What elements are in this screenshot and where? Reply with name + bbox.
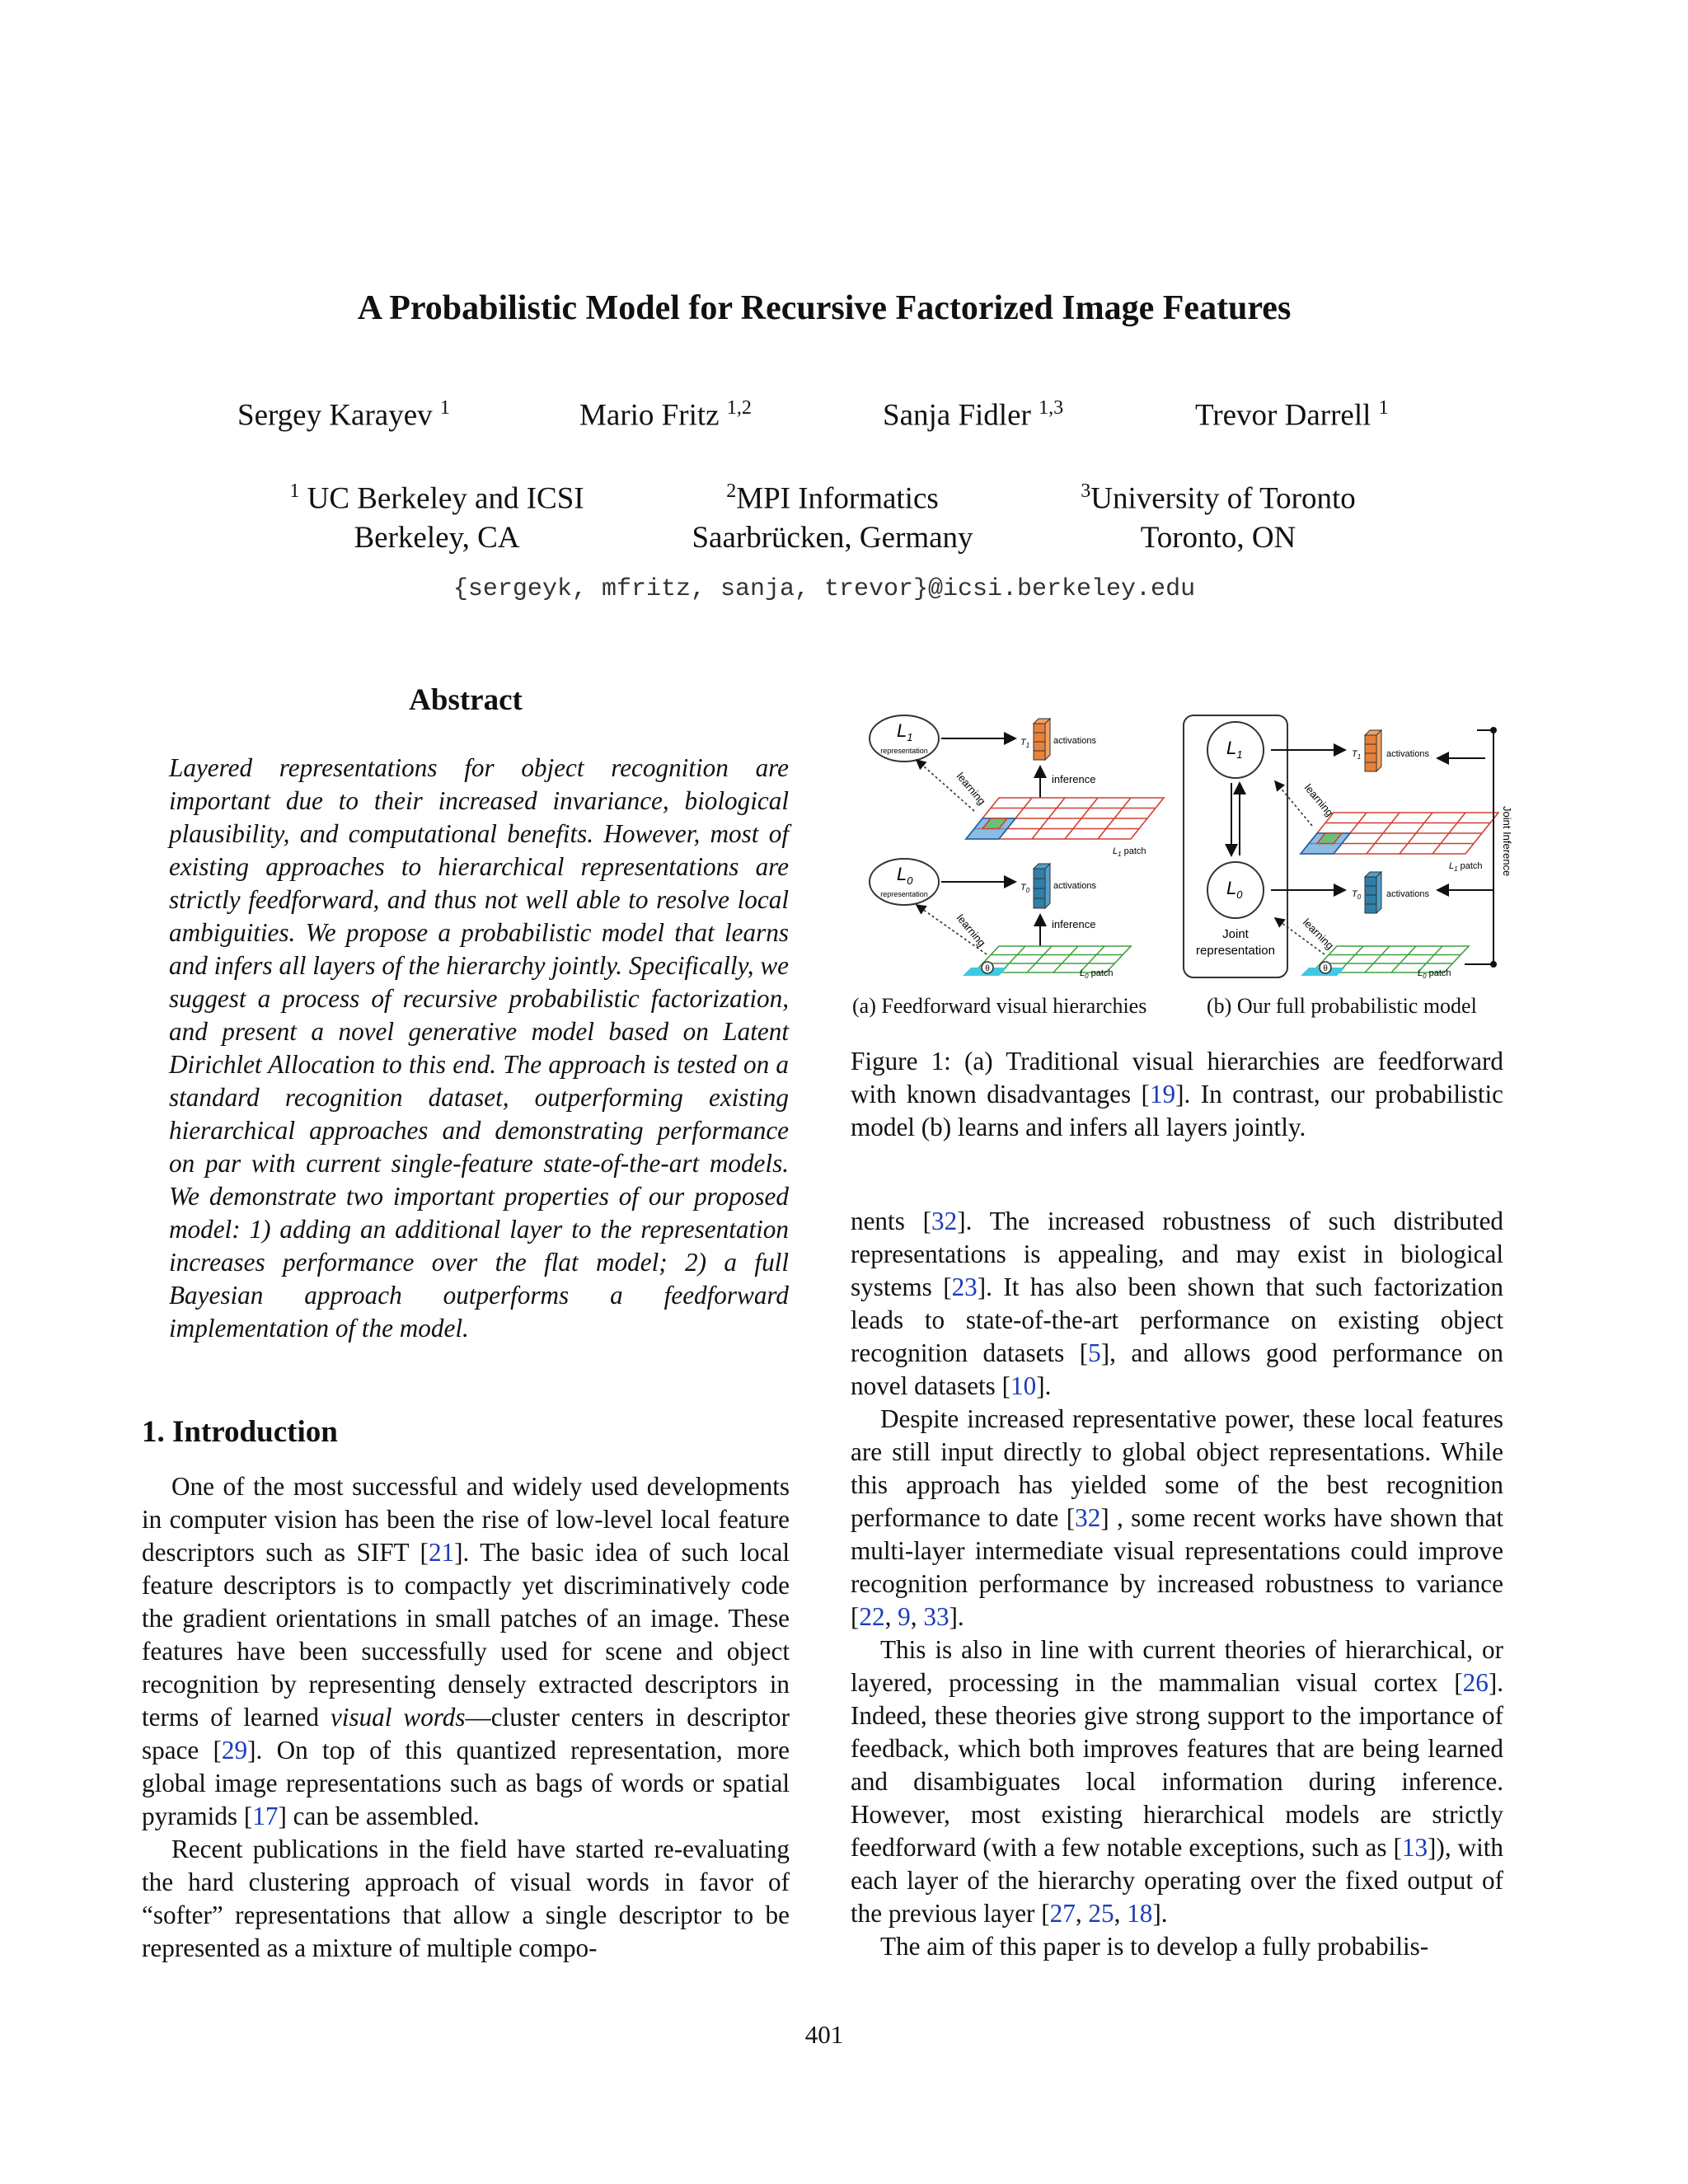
paragraph: Recent publications in the field have started re-evaluating the hard clustering approach of visual words in favor of “softer” representations that allow a single descriptor to be represented as a mixture of multiple compo-	[142, 1835, 790, 1962]
abstract-body: Layered representations for object recognition are important due to their increased invariance, biological plausibility, and computational benefits. However, most of existing approaches to hierarchical representations are strictly feedforward, and thus not well able to resolve local ambiguities. We propose a probabilistic model that learns and infers all layers of the hierarchy jointly. Specifically, we suggest a process of recursive probabilistic factorization, and present a novel generative model based on Latent Dirichlet Allocation to this end. The approach is tested on a standard recognition dataset, outperforming existing hierarchical approaches and demonstrating performance on par with current single-feature state-of-the-art models. We demonstrate two important properties of our proposed model: 1) adding an additional layer to the representation increases performance over the flat model; 2) a full Bayesian approach outperforms a feedforward implementation of the model.	[169, 753, 789, 1343]
inference-label: inference	[1052, 773, 1096, 785]
l0-patch-label: $L_0$ patch	[1080, 968, 1114, 980]
inference-label: inference	[1052, 918, 1096, 930]
citation-link[interactable]: 32	[1075, 1503, 1101, 1532]
author-name: Sanja Fidler $^{1,3}$	[883, 397, 1064, 433]
author-name: Sergey Karayev $^1$	[237, 397, 450, 433]
citation-link[interactable]: 22	[859, 1602, 885, 1631]
l1-rep-label: representation	[880, 747, 928, 755]
citation-link[interactable]: 19	[1149, 1080, 1176, 1108]
citation-link[interactable]: 5	[1088, 1338, 1101, 1367]
l1-patch-label: $L_1$ patch	[1113, 846, 1146, 858]
right-column-text	[851, 1205, 1503, 1963]
affiliation: $^3$University of Toronto Toronto, ON	[1081, 480, 1356, 555]
l0-label: $L_0$	[1226, 878, 1243, 901]
citation-link[interactable]: 18	[1127, 1899, 1153, 1928]
affiliation: $^1$ UC Berkeley and ICSI Berkeley, CA	[289, 480, 584, 555]
theta-label: θ	[1323, 964, 1328, 973]
joint-inference-label: Joint Inference	[1501, 806, 1513, 877]
activations-label: activations	[1386, 889, 1429, 899]
citation-link[interactable]: 26	[1462, 1668, 1489, 1697]
paragraph: The aim of this paper is to develop a fully probabilis-	[880, 1932, 1429, 1961]
panel-a	[870, 715, 1164, 980]
figure-caption: Figure 1: (a) Traditional visual hierarchies are feedforward with known disadvantages [19]. In contrast, our probabilistic model (b) learns and infers all layers jointly.	[851, 1047, 1504, 1141]
citation-link[interactable]: 27	[1049, 1899, 1076, 1928]
citation-link[interactable]: 17	[252, 1802, 279, 1830]
learning-label: learning	[954, 912, 988, 949]
learning-label: learning	[954, 770, 988, 808]
l1-label: $L_1$	[1226, 738, 1243, 761]
citation-link[interactable]: 9	[898, 1602, 911, 1631]
citation-link[interactable]: 21	[428, 1538, 455, 1567]
l1-label: $L_1$	[897, 720, 913, 743]
citation-link[interactable]: 13	[1401, 1833, 1428, 1862]
intro-text	[142, 1470, 790, 1965]
subcaption-a: (a) Feedforward visual hierarchies	[852, 994, 1147, 1018]
citation-link[interactable]: 29	[221, 1736, 248, 1765]
author-name: Mario Fritz $^{1,2}$	[579, 397, 752, 433]
learning-label: learning	[1301, 781, 1336, 819]
activations-label: activations	[1053, 881, 1096, 891]
citation-link[interactable]: 10	[1010, 1371, 1037, 1400]
t0-activation-stack	[1034, 864, 1050, 908]
author-name: Trevor Darrell $^1$	[1195, 397, 1389, 433]
citation-link[interactable]: 25	[1088, 1899, 1114, 1928]
citation-link[interactable]: 33	[923, 1602, 950, 1631]
citation-link[interactable]: 23	[951, 1272, 978, 1301]
paragraph: One of the most successful and widely used developments in computer vision has been the rise of low-level local feature descriptors such as SIFT [21]. The basic idea of such local feature descriptors is to compactly yet discriminatively code the gradient orientations in small patches of an image. These features have been successfully used for scene and object recognition by representing densely extracted descriptors in terms of learned visual words—cluster centers in descriptor space [29]. On top of this quantized representation, more global image representations such as bags of words or spatial pyramids [17] can be assembled.	[142, 1472, 790, 1830]
t0-label: $T_0$	[1352, 889, 1362, 901]
t1-activation-stack	[1365, 730, 1381, 771]
paragraph: nents [32]. The increased robustness of such distributed representations is appealing, and may exist in biological systems [23]. It has also been shown that such factorization leads to state-of-the-art performance on existing object recognition datasets [5], and allows good performance on novel datasets [10].	[851, 1207, 1504, 1400]
l0-label: $L_0$	[897, 864, 913, 887]
paragraph: This is also in line with current theories of hierarchical, or layered, processing in the mammalian visual cortex [26]. Indeed, these theories give strong support to the importance of feedback, which both improves features that are being learned and disambiguates local information during inference. However, most existing hierarchical models are strictly feedforward (with a few notable exceptions, such as [13]), with each layer of the hierarchy operating over the fixed output of the previous layer [27, 25, 18].	[851, 1635, 1504, 1928]
l1-patch-grid	[966, 798, 1164, 839]
learning-label: learning	[1300, 916, 1337, 952]
theta-label: θ	[985, 964, 990, 973]
l1-patch-label: $L_1$ patch	[1449, 861, 1483, 873]
activations-label: activations	[1053, 736, 1096, 746]
l1-patch-grid	[1301, 813, 1498, 854]
l0-rep-label: representation	[880, 890, 928, 898]
affiliation: $^2$MPI Informatics Saarbrücken, Germany	[692, 480, 973, 555]
t1-activation-stack	[1034, 719, 1050, 760]
section-heading: 1. Introduction	[142, 1415, 338, 1449]
figure-1-diagram	[851, 707, 1520, 987]
subcaption-b: (b) Our full probabilistic model	[1207, 994, 1477, 1018]
citation-link[interactable]: 32	[931, 1207, 958, 1235]
activations-label: activations	[1386, 749, 1429, 759]
joint-rep-label: representation	[1196, 944, 1275, 958]
panel-b	[1184, 715, 1513, 980]
abstract-heading: Abstract	[409, 683, 523, 717]
page-number: 401	[804, 2020, 844, 2049]
paragraph: Despite increased representative power, these local features are still input directly to global object representations. While this approach has yielded some of the best recognition performance to date [32] , some recent works have shown that multi-layer intermediate visual representations could improve recognition performance by increased robustness to variance [22, 9, 33].	[851, 1404, 1504, 1631]
t0-activation-stack	[1365, 872, 1381, 913]
t1-label: $T_1$	[1020, 738, 1030, 749]
paper-title: A Probabilistic Model for Recursive Factorized Image Features	[357, 289, 1292, 327]
l0-patch-label: $L_0$ patch	[1418, 968, 1451, 980]
joint-inference-bracket	[1465, 730, 1493, 964]
t1-label: $T_1$	[1352, 749, 1362, 761]
author-email: {sergeyk, mfritz, sanja, trevor}@icsi.berkeley.edu	[452, 575, 1196, 603]
joint-label: Joint	[1222, 927, 1249, 941]
t0-label: $T_0$	[1020, 883, 1030, 894]
